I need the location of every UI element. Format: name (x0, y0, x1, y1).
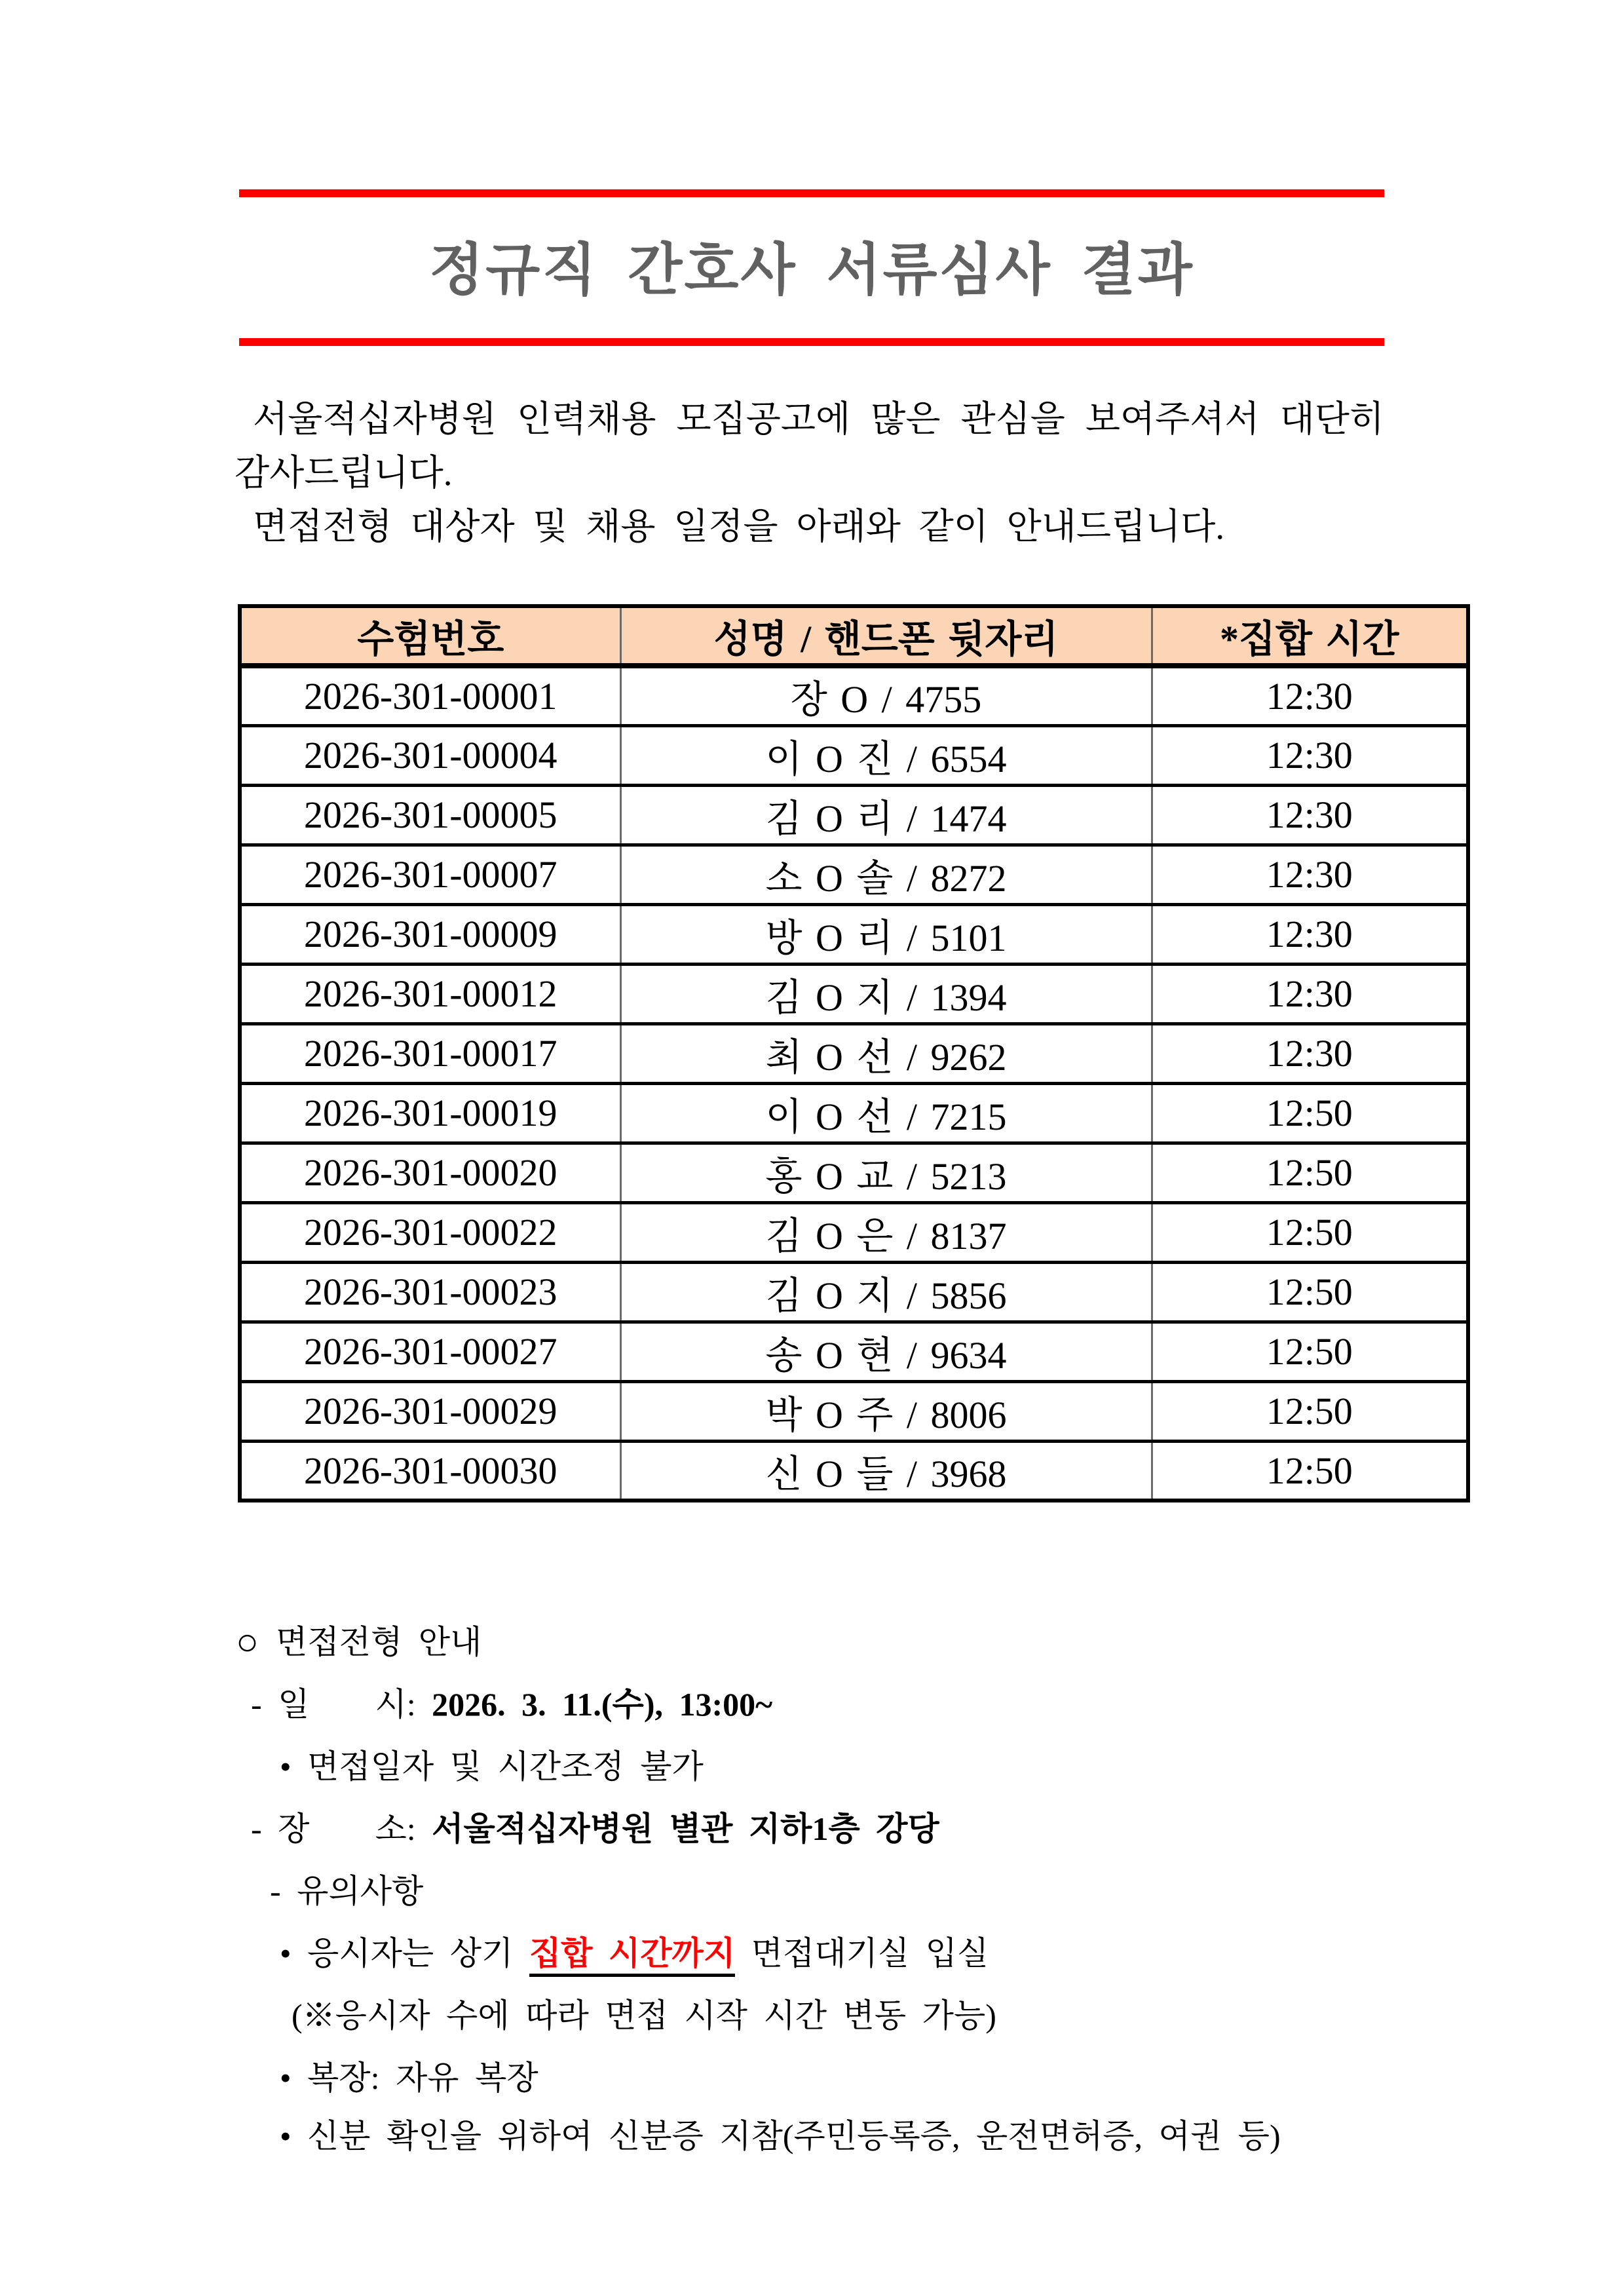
section-circle-bullet-icon: ○ (236, 1620, 259, 1663)
caution-title: - 유의사항 (270, 1873, 424, 1909)
table-row (240, 1381, 1468, 1441)
table-cell: 12:30 (1152, 904, 1468, 964)
table-cell: 2026-301-00020 (240, 1143, 620, 1202)
table-cell: 12:30 (1152, 666, 1468, 725)
table-cell: 12:50 (1152, 1143, 1468, 1202)
entry-instruction-post: 면접대기실 입실 (735, 1935, 989, 1972)
table-cell: 12:30 (1152, 1024, 1468, 1083)
table-header-row (240, 606, 1468, 666)
table-cell: 2026-301-00023 (240, 1262, 620, 1322)
table-row (240, 725, 1468, 785)
intro-line-1: 서울적십자병원 인력채용 모집공고에 많은 관심을 보여주셔서 대단히 (253, 399, 1384, 439)
assembly-time-highlight: 집합 시간까지 (529, 1935, 735, 1977)
table-cell: 12:50 (1152, 1441, 1468, 1501)
entry-instruction-line (280, 1924, 989, 1983)
table-row (240, 1143, 1468, 1202)
screening-results-table (238, 604, 1470, 1502)
table-cell: 2026-301-00017 (240, 1024, 620, 1083)
guide-section-heading-line (236, 1613, 482, 1672)
table-cell: 소 O 솔 / 8272 (620, 845, 1152, 904)
datetime-value: 2026. 3. 11.(수), 13:00~ (432, 1686, 773, 1723)
table-cell: 최 O 선 / 9262 (620, 1024, 1152, 1083)
table-cell: 12:50 (1152, 1322, 1468, 1381)
table-cell: 12:30 (1152, 845, 1468, 904)
table-cell: 12:30 (1152, 725, 1468, 785)
table-cell: 홍 O 교 / 5213 (620, 1143, 1152, 1202)
table-cell: 2026-301-00029 (240, 1381, 620, 1441)
table-cell: 박 O 주 / 8006 (620, 1381, 1152, 1441)
table-row (240, 666, 1468, 725)
table-cell: 김 O 지 / 1394 (620, 964, 1152, 1024)
table-cell: 2026-301-00007 (240, 845, 620, 904)
entry-note: (※응시자 수에 따라 면접 시작 시간 변동 가능) (292, 1997, 996, 2034)
no-adjustment-note: • 면접일자 및 시간조정 불가 (280, 1748, 704, 1785)
table-row (240, 1322, 1468, 1381)
entry-note-line (292, 1986, 996, 2045)
column-header-name-phone: 성명 / 핸드폰 뒷자리 (620, 606, 1152, 666)
table-cell: 2026-301-00019 (240, 1083, 620, 1143)
table-cell: 2026-301-00030 (240, 1441, 620, 1501)
table-cell: 12:50 (1152, 1202, 1468, 1262)
table-cell: 12:50 (1152, 1262, 1468, 1322)
table-body (240, 666, 1468, 1501)
column-header-assembly-time: *집합 시간 (1152, 606, 1468, 666)
intro-paragraph (235, 392, 1384, 554)
table-cell: 12:50 (1152, 1083, 1468, 1143)
table-cell: 이 O 진 / 6554 (620, 725, 1152, 785)
table-cell: 송 O 현 / 9634 (620, 1322, 1152, 1381)
datetime-label: - 일 시: (251, 1686, 432, 1723)
table-cell: 방 O 리 / 5101 (620, 904, 1152, 964)
table-cell: 장 O / 4755 (620, 666, 1152, 725)
table-cell: 12:30 (1152, 964, 1468, 1024)
table-cell: 2026-301-00005 (240, 785, 620, 845)
table-cell: 12:50 (1152, 1381, 1468, 1441)
table-cell: 김 O 리 / 1474 (620, 785, 1152, 845)
entry-instruction-pre: • 응시자는 상기 (280, 1935, 529, 1972)
interview-datetime-line (251, 1675, 772, 1734)
caution-heading-line (270, 1862, 423, 1921)
interview-place-line (251, 1799, 939, 1858)
table-cell: 이 O 선 / 7215 (620, 1083, 1152, 1143)
intro-line-2: 감사드립니다. (235, 453, 453, 493)
table-cell: 2026-301-00012 (240, 964, 620, 1024)
table-row (240, 785, 1468, 845)
table-cell: 2026-301-00027 (240, 1322, 620, 1381)
table-row (240, 1202, 1468, 1262)
column-header-exam-number: 수험번호 (240, 606, 620, 666)
table-row (240, 904, 1468, 964)
id-check-note: • 신분 확인을 위하여 신분증 지참(주민등록증, 운전면허증, 여권 등) (280, 2118, 1281, 2154)
table-cell: 2026-301-00004 (240, 725, 620, 785)
intro-line-3: 면접전형 대상자 및 채용 일정을 아래와 같이 안내드립니다. (253, 507, 1225, 546)
title-rule-top (239, 189, 1384, 197)
guide-section-title: 면접전형 안내 (276, 1624, 482, 1660)
table-row (240, 1024, 1468, 1083)
table-cell: 2026-301-00009 (240, 904, 620, 964)
table-row (240, 1262, 1468, 1322)
table-row (240, 1441, 1468, 1501)
dress-code-line (280, 2048, 538, 2107)
table-cell: 2026-301-00001 (240, 666, 620, 725)
place-value: 서울적십자병원 별관 지하1층 강당 (432, 1810, 939, 1847)
id-check-line (280, 2107, 1281, 2166)
table-row (240, 1083, 1468, 1143)
table-cell: 12:30 (1152, 785, 1468, 845)
table-cell: 김 O 지 / 5856 (620, 1262, 1152, 1322)
dress-code-note: • 복장: 자유 복장 (280, 2059, 538, 2096)
title-rule-bottom (239, 338, 1384, 346)
table-row (240, 964, 1468, 1024)
no-adjustment-note-line (280, 1737, 704, 1796)
place-label: - 장 소: (251, 1810, 432, 1847)
table-cell: 김 O 은 / 8137 (620, 1202, 1152, 1262)
table-row (240, 845, 1468, 904)
page-title: 정규직 간호사 서류심사 결과 (429, 239, 1194, 301)
table-cell: 2026-301-00022 (240, 1202, 620, 1262)
table-cell: 신 O 들 / 3968 (620, 1441, 1152, 1501)
